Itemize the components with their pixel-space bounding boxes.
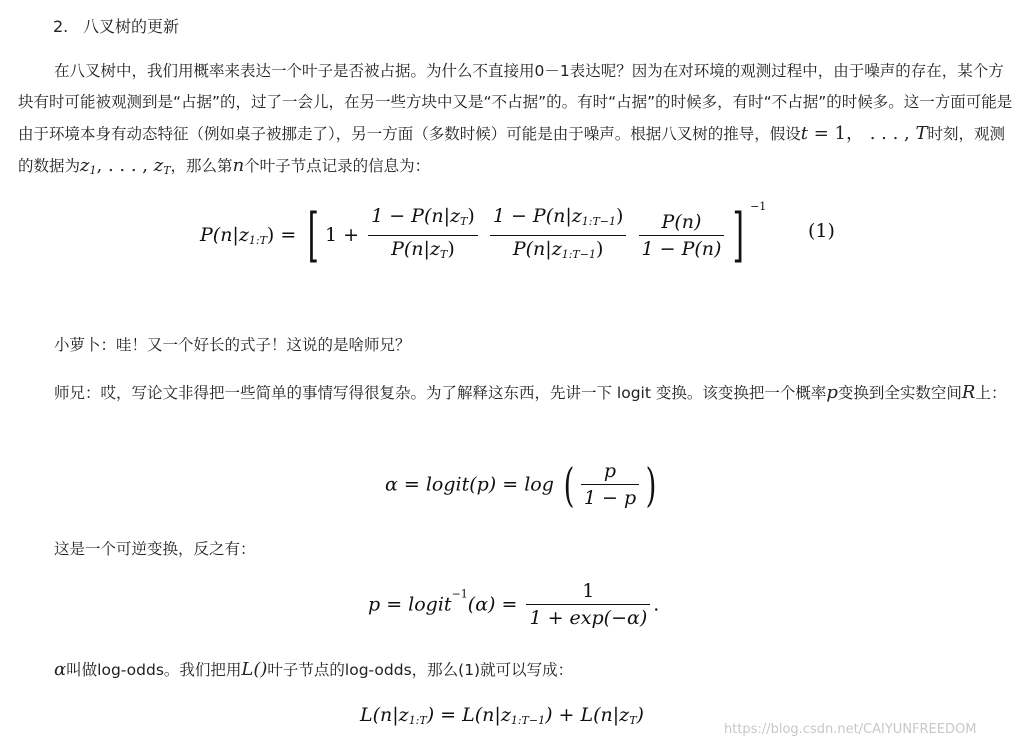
paragraph-intro: [18, 56, 1018, 186]
right-bracket: ]: [733, 201, 745, 269]
logit-text-3: 上：: [975, 384, 1007, 402]
paragraph-inverse: 这是一个可逆变换，反之有：: [54, 540, 256, 558]
eq1-lhs-sub: 1:T: [248, 233, 267, 247]
log-odds-text: 叫做log-odds。我们把用: [66, 661, 242, 679]
left-bracket: [: [307, 201, 320, 269]
eq1-f2-den-sub: 1:T−1: [561, 247, 596, 261]
eq1-f3-num: P(n): [661, 210, 702, 233]
eq3-lhs: p = logit: [368, 593, 452, 616]
intro-text-4: 个叶子节点记录的信息为：: [244, 157, 431, 175]
eq3-den: 1 + exp(−α): [529, 607, 648, 629]
intro-text-2: 时刻，观测的数据为: [18, 125, 1006, 175]
eq1-exponent: −1: [750, 200, 767, 213]
paragraph-logit: [18, 377, 1018, 409]
eq1-f3-den: 1 − P(n): [641, 237, 722, 260]
intro-text-3: ，那么第: [170, 157, 233, 175]
paragraph-log-odds: [18, 654, 1018, 686]
eq3-sup: −1: [451, 587, 468, 601]
eq1-f1-num-close: ): [467, 204, 475, 227]
section-number: 2.: [53, 17, 69, 36]
eq3-num: 1: [582, 580, 595, 602]
eq1-f1-den-close: ): [447, 237, 455, 260]
eq1-lhs-close: ) =: [266, 223, 297, 246]
equation-number: (1): [808, 220, 835, 242]
math-t-range: = 1， . . . ,: [808, 123, 916, 144]
equation-logit: [385, 458, 660, 511]
equation-1: [200, 200, 766, 268]
eq4-c-sub: T: [629, 714, 637, 727]
eq1-one-plus: 1 +: [324, 224, 360, 246]
math-z1: z: [80, 155, 90, 176]
eq1-f1-den: P(n|z: [391, 237, 440, 260]
log-odds-text-2: 叶子节点的log-odds，那么(1)就可以写成：: [267, 661, 574, 679]
math-R: R: [961, 382, 976, 403]
eq1-f1-num: 1 − P(n|z: [371, 204, 461, 227]
left-paren: (: [563, 457, 575, 512]
eq2-num: p: [603, 460, 617, 482]
equation-inverse: [368, 578, 659, 631]
math-dots: , . . . ,: [96, 155, 154, 176]
math-t: t: [800, 123, 808, 144]
eq1-f2-den-close: ): [595, 237, 604, 260]
eq4-a: L(n|z: [360, 704, 409, 726]
eq1-fraction-3: [639, 209, 725, 262]
eq1-fraction-2: [490, 203, 627, 268]
math-n: n: [232, 155, 245, 176]
logit-text-2: 变换到全实数空间: [837, 384, 962, 402]
math-L: L(): [241, 659, 268, 680]
eq1-f2-num-sub: 1:T−1: [581, 214, 617, 228]
math-p: p: [826, 382, 838, 403]
eq1-fraction-1: [368, 203, 478, 268]
right-paren: ): [645, 457, 657, 512]
eq1-f2-den: P(n|z: [512, 237, 562, 260]
math-T: T: [915, 123, 928, 144]
equation-L: [360, 704, 644, 727]
eq3-arg: (α) =: [467, 593, 518, 616]
eq1-f2-num: 1 − P(n|z: [492, 204, 582, 227]
section-heading: [53, 14, 179, 37]
eq4-a-sub: 1:T: [408, 714, 427, 727]
eq1-f2-num-close: ): [616, 204, 624, 227]
dialog-xiaoluobo: 小萝卜：哇！又一个好长的式子！这说的是啥师兄？: [54, 336, 411, 354]
math-alpha: α: [54, 659, 67, 680]
eq1-lhs: P(n|z: [200, 223, 249, 246]
eq3-end: .: [653, 593, 660, 616]
math-zT: z: [153, 155, 164, 176]
section-title: 八叉树的更新: [83, 17, 180, 36]
eq4-c: ) + L(n|z: [545, 704, 630, 726]
math-z1-sub: 1: [89, 164, 97, 177]
logit-text: 师兄：哎，写论文非得把一些简单的事情写得很复杂。为了解释这东西，先讲一下 logit 变换。该变换把一个概率: [54, 384, 827, 402]
math-zT-sub: T: [163, 164, 171, 177]
eq4-d: ): [636, 704, 644, 726]
watermark: https://blog.csdn.net/CAIYUNFREEDOM: [724, 722, 977, 737]
eq2-lhs: α = logit(p) = log: [385, 473, 554, 496]
eq4-b-sub: 1:T−1: [510, 714, 546, 727]
eq1-f1-den-sub: T: [439, 247, 448, 261]
eq2-fraction: [581, 458, 639, 511]
intro-text: 在八叉树中，我们用概率来表达一个叶子是否被占据。为什么不直接用0－1表达呢？因为在对环境的观测过程中，由于噪声的存在，某个方块有时可能被观测到是“占据”的，过了一会儿，在另一些方块中又是“不占据”的。有时“占据”的时候多，有时“不占据”的时候多。这一方面可能是由于环境本身有动态特征（例如桌子被挪走了），另一方面（多数时候）可能是由于噪声。根据八叉树的推导，假设: [18, 62, 1013, 143]
eq1-f1-num-sub: T: [460, 214, 468, 228]
eq2-den: 1 − p: [583, 487, 637, 509]
eq3-fraction: [526, 578, 650, 631]
eq4-b: ) = L(n|z: [426, 704, 511, 726]
